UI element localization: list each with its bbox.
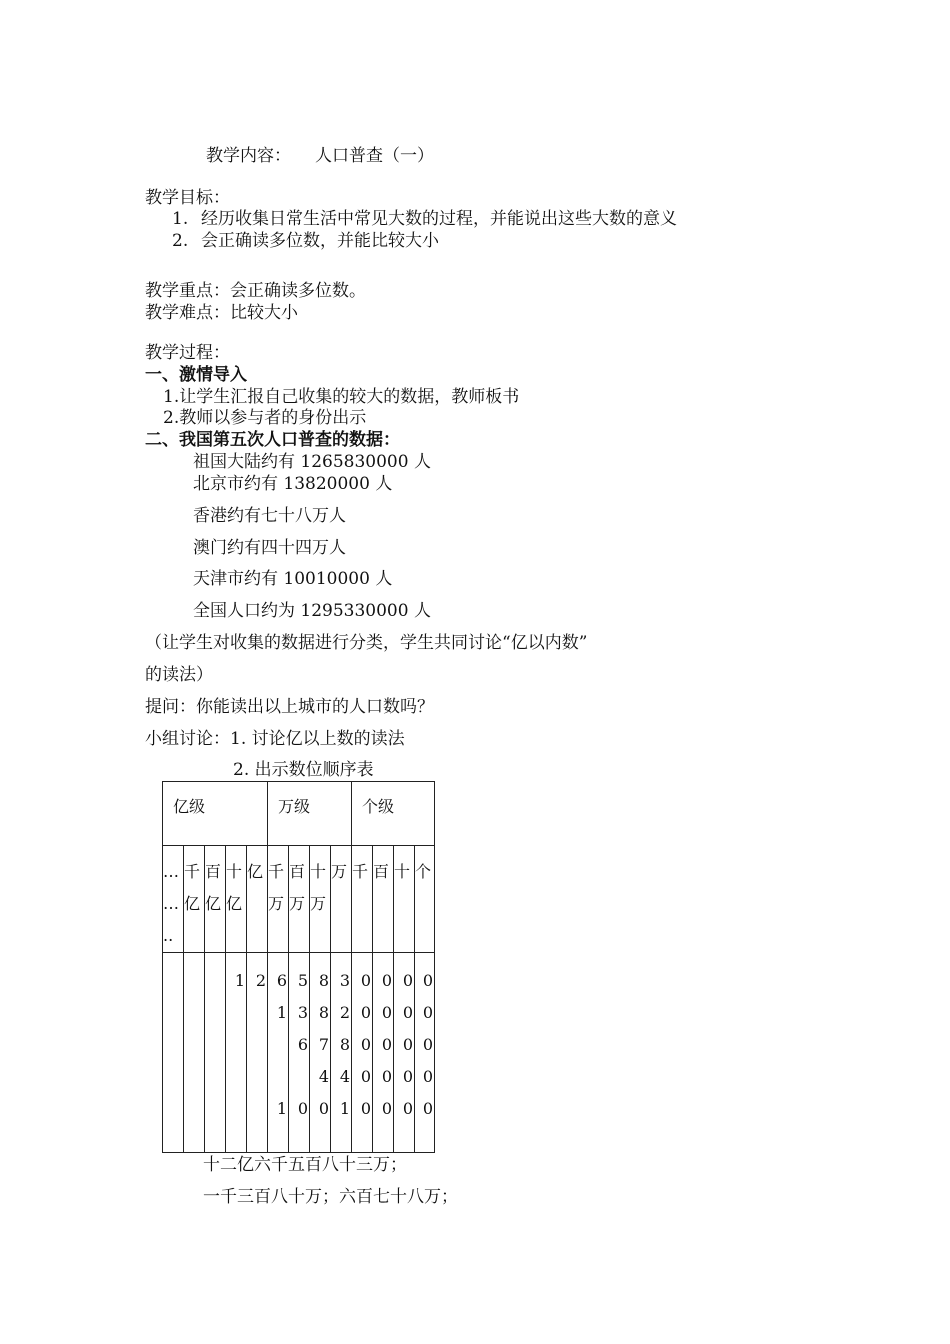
goal-1-text: 经历收集日常生活中常见大数的过程，并能说出这些大数的意义 bbox=[201, 209, 677, 229]
place-name-char: .. bbox=[163, 926, 174, 945]
digit: 1 bbox=[276, 1003, 287, 1022]
digit bbox=[226, 1061, 246, 1093]
digit bbox=[205, 997, 225, 1029]
digit: 0 bbox=[318, 1099, 329, 1118]
place-name-char: 十 bbox=[310, 862, 327, 881]
goal-1-number: 1. bbox=[172, 209, 189, 229]
digit-column-cell bbox=[205, 953, 226, 1153]
place-table-caption: 2. 出示数位顺序表 bbox=[233, 760, 374, 780]
place-name-char: 万 bbox=[268, 894, 285, 913]
place-name-cell bbox=[373, 846, 394, 953]
difficulty: 教学难点：比较大小 bbox=[145, 303, 298, 323]
digit bbox=[226, 997, 246, 1029]
key-point: 教学重点：会正确读多位数。 bbox=[145, 281, 366, 301]
place-name-cell bbox=[415, 846, 435, 953]
census-line: 天津市约有 10010000 人 bbox=[193, 569, 393, 589]
digit: 1 bbox=[276, 1099, 287, 1118]
place-name-cell bbox=[268, 846, 289, 953]
place-name-char: 百 bbox=[205, 862, 222, 881]
place-name-char: 万 bbox=[310, 894, 327, 913]
content-label: 教学内容： bbox=[206, 146, 291, 166]
digit: 6 bbox=[297, 1035, 308, 1054]
place-value-table bbox=[162, 781, 435, 1153]
digit bbox=[163, 1061, 183, 1093]
digit-column-cell bbox=[394, 953, 415, 1153]
digit bbox=[163, 1093, 183, 1125]
process-heading: 教学过程： bbox=[145, 343, 230, 363]
digit: 0 bbox=[402, 1035, 413, 1054]
digit-column-cell bbox=[247, 953, 268, 1153]
group-cell-yi: 亿级 bbox=[163, 782, 268, 846]
digit: 4 bbox=[339, 1067, 350, 1086]
group-cell-ge: 个级 bbox=[352, 782, 435, 846]
digit: 1 bbox=[234, 971, 245, 990]
place-name-char: 千 bbox=[268, 862, 285, 881]
digit bbox=[226, 1029, 246, 1061]
group-row bbox=[163, 782, 435, 846]
goal-2-text: 会正确读多位数，并能比较大小 bbox=[201, 231, 439, 251]
digit bbox=[163, 1029, 183, 1061]
digit: 0 bbox=[422, 1099, 433, 1118]
digit: 0 bbox=[360, 1035, 371, 1054]
section-1-item-2: 2.教师以参与者的身份出示 bbox=[163, 408, 367, 428]
digit bbox=[247, 1093, 267, 1125]
digit: 0 bbox=[360, 1003, 371, 1022]
digit: 0 bbox=[360, 971, 371, 990]
place-name-char: 十 bbox=[394, 862, 411, 881]
digit: 0 bbox=[381, 971, 392, 990]
digit: 2 bbox=[339, 1003, 350, 1022]
digit: 5 bbox=[297, 971, 308, 990]
digit: 0 bbox=[381, 1003, 392, 1022]
digit bbox=[184, 1029, 204, 1061]
digit bbox=[163, 997, 183, 1029]
digit-column-cell bbox=[163, 953, 184, 1153]
group-cell-wan: 万级 bbox=[268, 782, 352, 846]
digit bbox=[247, 1029, 267, 1061]
digit: 0 bbox=[402, 1067, 413, 1086]
digit bbox=[205, 965, 225, 997]
digit: 4 bbox=[318, 1067, 329, 1086]
digit: 0 bbox=[381, 1067, 392, 1086]
note-line-1: （让学生对收集的数据进行分类，学生共同讨论“亿以内数” bbox=[145, 633, 588, 653]
place-name-cell bbox=[163, 846, 184, 953]
place-name-cell bbox=[289, 846, 310, 953]
place-name-row bbox=[163, 846, 435, 953]
place-name-cell bbox=[247, 846, 268, 953]
digit bbox=[268, 1061, 288, 1093]
digit bbox=[247, 1061, 267, 1093]
place-name-cell bbox=[394, 846, 415, 953]
group-discussion: 小组讨论：1. 讨论亿以上数的读法 bbox=[145, 729, 405, 749]
digit-column-cell bbox=[352, 953, 373, 1153]
digit-column-cell bbox=[289, 953, 310, 1153]
digit bbox=[205, 1093, 225, 1125]
place-name-char: 万 bbox=[289, 894, 306, 913]
place-name-cell bbox=[352, 846, 373, 953]
digit: 8 bbox=[318, 1003, 329, 1022]
digit bbox=[184, 1061, 204, 1093]
census-line: 香港约有七十八万人 bbox=[193, 506, 346, 526]
digit: 0 bbox=[381, 1099, 392, 1118]
place-name-char: 个 bbox=[415, 862, 432, 881]
place-name-cell bbox=[205, 846, 226, 953]
digit bbox=[184, 997, 204, 1029]
place-name-char: 亿 bbox=[205, 894, 222, 913]
reading-line-2: 一千三百八十万；六百七十八万； bbox=[203, 1187, 458, 1207]
place-name-cell bbox=[310, 846, 331, 953]
place-name-char: … bbox=[163, 894, 179, 913]
digit-column-cell bbox=[268, 953, 289, 1153]
goals-heading: 教学目标： bbox=[145, 188, 230, 208]
place-name-cell bbox=[226, 846, 247, 953]
place-name-char: … bbox=[163, 862, 179, 881]
place-name-char: 千 bbox=[352, 862, 369, 881]
digit: 0 bbox=[422, 1035, 433, 1054]
section-1-item-1: 1.让学生汇报自己收集的较大的数据，教师板书 bbox=[163, 387, 520, 407]
digit: 7 bbox=[318, 1035, 329, 1054]
place-name-char: 百 bbox=[373, 862, 390, 881]
place-name-char: 万 bbox=[331, 862, 348, 881]
digit bbox=[247, 997, 267, 1029]
section-1-heading: 一、激情导入 bbox=[145, 365, 247, 385]
digit-row bbox=[163, 953, 435, 1153]
digit: 0 bbox=[381, 1035, 392, 1054]
digit bbox=[163, 965, 183, 997]
digit: 6 bbox=[276, 971, 287, 990]
digit: 0 bbox=[360, 1067, 371, 1086]
digit: 0 bbox=[422, 971, 433, 990]
digit: 0 bbox=[422, 1003, 433, 1022]
digit-column-cell bbox=[331, 953, 352, 1153]
digit: 0 bbox=[402, 971, 413, 990]
place-name-char: 百 bbox=[289, 862, 306, 881]
digit bbox=[184, 1093, 204, 1125]
place-name-char: 亿 bbox=[184, 894, 201, 913]
digit: 1 bbox=[339, 1099, 350, 1118]
digit-column-cell bbox=[415, 953, 435, 1153]
digit: 3 bbox=[339, 971, 350, 990]
place-name-char: 千 bbox=[184, 862, 201, 881]
goal-2-number: 2. bbox=[172, 231, 189, 251]
digit: 2 bbox=[255, 971, 266, 990]
digit bbox=[205, 1029, 225, 1061]
census-line: 祖国大陆约有 1265830000 人 bbox=[193, 452, 431, 472]
digit: 0 bbox=[402, 1099, 413, 1118]
reading-line-1: 十二亿六千五百八十三万； bbox=[203, 1155, 407, 1175]
digit bbox=[268, 1029, 288, 1061]
place-name-cell bbox=[184, 846, 205, 953]
digit: 0 bbox=[360, 1099, 371, 1118]
digit bbox=[184, 965, 204, 997]
place-name-char: 十 bbox=[226, 862, 243, 881]
place-name-cell bbox=[331, 846, 352, 953]
census-line: 澳门约有四十四万人 bbox=[193, 538, 346, 558]
digit-column-cell bbox=[310, 953, 331, 1153]
place-name-char: 亿 bbox=[247, 862, 264, 881]
question: 提问：你能读出以上城市的人口数吗？ bbox=[145, 697, 434, 717]
digit bbox=[205, 1061, 225, 1093]
content-title: 人口普查（一） bbox=[315, 146, 434, 166]
digit: 0 bbox=[422, 1067, 433, 1086]
digit-column-cell bbox=[373, 953, 394, 1153]
census-line: 北京市约有 13820000 人 bbox=[193, 474, 393, 494]
digit: 0 bbox=[297, 1099, 308, 1118]
place-name-char: 亿 bbox=[226, 894, 243, 913]
census-line: 全国人口约为 1295330000 人 bbox=[193, 601, 431, 621]
digit: 3 bbox=[297, 1003, 308, 1022]
section-2-heading: 二、我国第五次人口普查的数据： bbox=[145, 430, 400, 450]
digit-column-cell bbox=[184, 953, 205, 1153]
digit: 8 bbox=[318, 971, 329, 990]
digit: 8 bbox=[339, 1035, 350, 1054]
digit: 0 bbox=[402, 1003, 413, 1022]
digit bbox=[289, 1061, 309, 1093]
digit-column-cell bbox=[226, 953, 247, 1153]
digit bbox=[226, 1093, 246, 1125]
note-line-2: 的读法） bbox=[145, 665, 213, 685]
